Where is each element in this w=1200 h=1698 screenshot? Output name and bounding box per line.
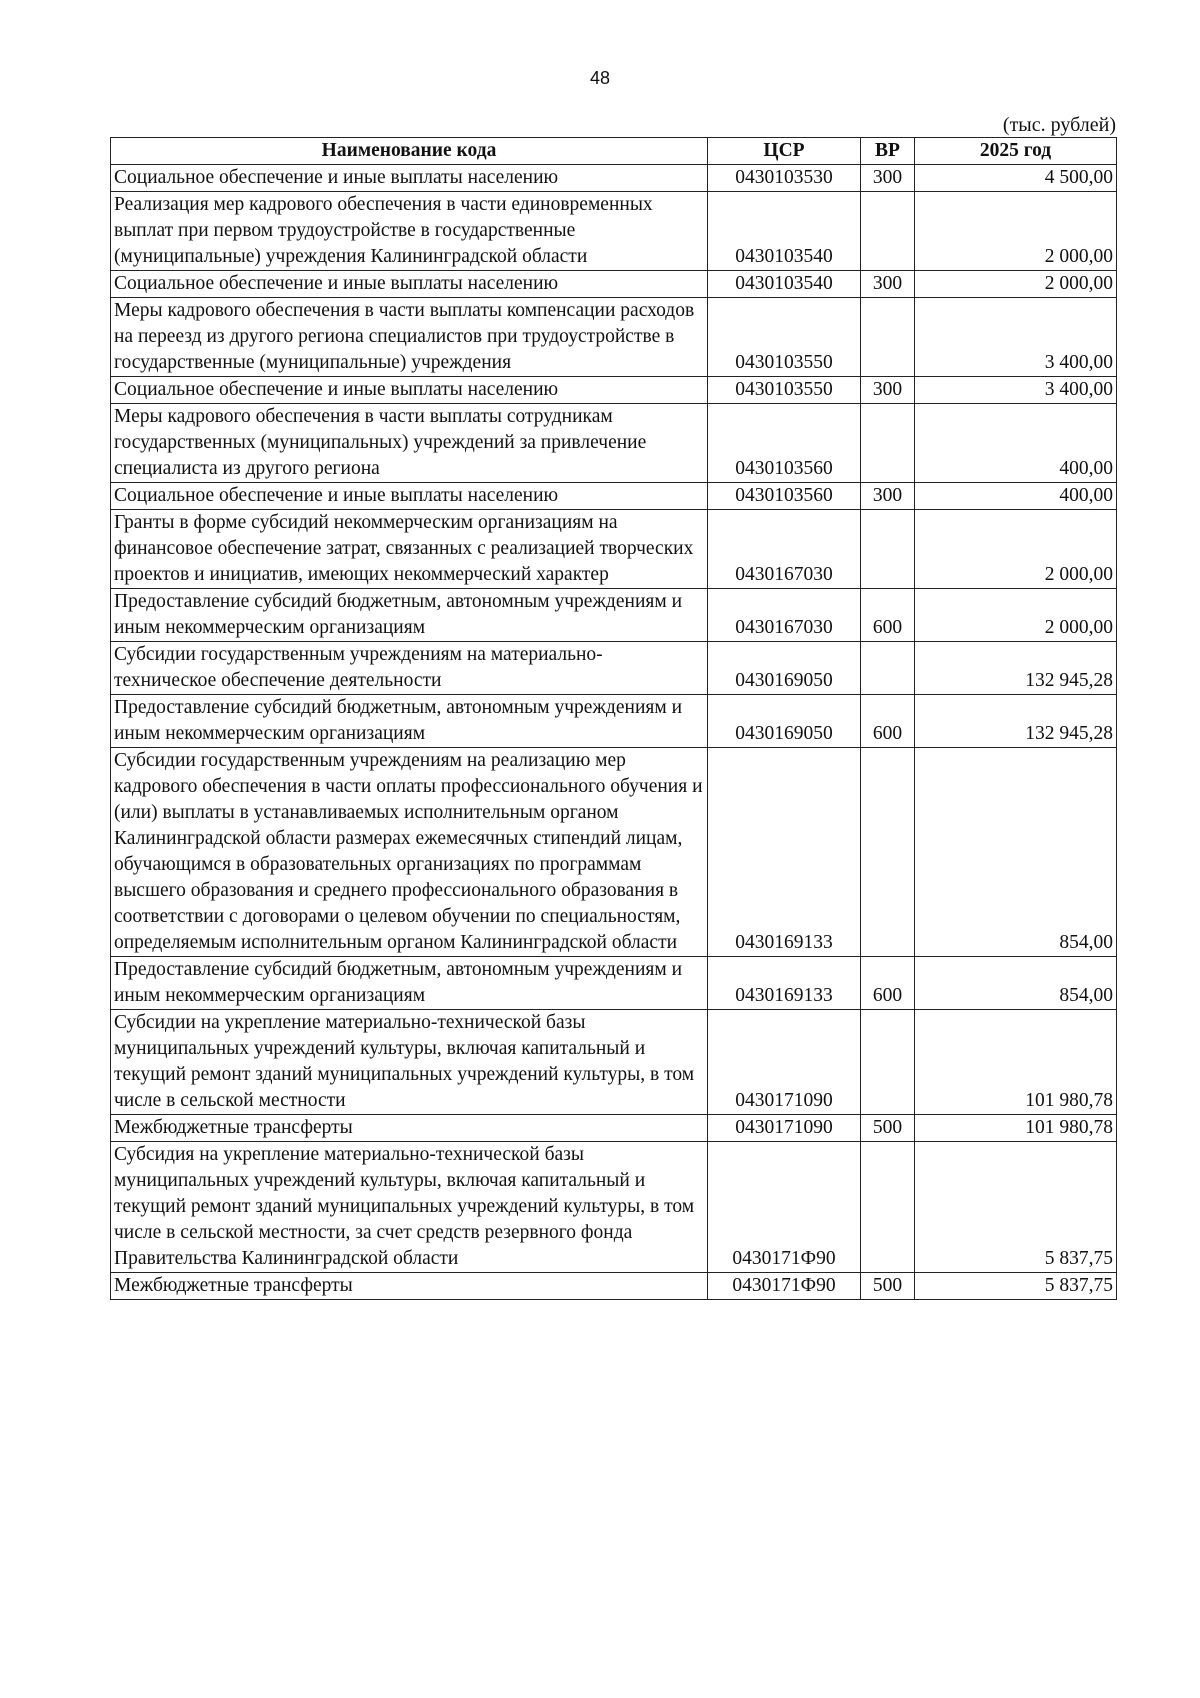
cell-csr: 0430169050: [708, 695, 861, 748]
table-row: [111, 589, 1117, 642]
cell-sum: 854,00: [915, 748, 1117, 957]
table-row: [111, 298, 1117, 377]
cell-vr: [861, 1010, 915, 1115]
cell-sum: 2 000,00: [915, 510, 1117, 589]
cell-vr: [861, 1142, 915, 1273]
cell-name: Межбюджетные трансферты: [111, 1273, 708, 1300]
table-row: [111, 165, 1117, 192]
cell-sum: 400,00: [915, 483, 1117, 510]
cell-csr: 0430103540: [708, 192, 861, 271]
table-row: [111, 404, 1117, 483]
table-row: [111, 483, 1117, 510]
cell-csr: 0430103550: [708, 377, 861, 404]
cell-name: Меры кадрового обеспечения в части выплаты компенсации расходов на переезд из другого региона специалистов при трудоустройстве в государственные (муниципальные) учреждения: [111, 298, 708, 377]
cell-csr: 0430103560: [708, 483, 861, 510]
cell-name: Предоставление субсидий бюджетным, автономным учреждениям и иным некоммерческим организациям: [111, 589, 708, 642]
cell-sum: 2 000,00: [915, 192, 1117, 271]
cell-name: Социальное обеспечение и иные выплаты населению: [111, 483, 708, 510]
cell-vr: 500: [861, 1273, 915, 1300]
cell-csr: 0430171090: [708, 1115, 861, 1142]
table-row: [111, 1115, 1117, 1142]
table-row: [111, 1142, 1117, 1273]
cell-sum: 101 980,78: [915, 1010, 1117, 1115]
cell-name: Субсидии государственным учреждениям на реализацию мер кадрового обеспечения в части оплаты профессионального обучения и (или) выплаты в устанавливаемых исполнительным органом Калининградской области размерах ежемесячных стипендий лицам, обучающимся в образовательных организациях по программам высшего образования и среднего профессионального образования в соответствии с договорами о целевом обучении по специальностям, определяемым исполнительным органом Калининградской области: [111, 748, 708, 957]
cell-vr: [861, 748, 915, 957]
cell-csr: 0430169133: [708, 748, 861, 957]
table-body: [111, 165, 1117, 1300]
cell-name: Реализация мер кадрового обеспечения в части единовременных выплат при первом трудоустройстве в государственные (муниципальные) учреждения Калининградской области: [111, 192, 708, 271]
cell-sum: 400,00: [915, 404, 1117, 483]
table-row: [111, 192, 1117, 271]
table-row: [111, 748, 1117, 957]
table-header: [111, 138, 1117, 165]
cell-name: Меры кадрового обеспечения в части выплаты сотрудникам государственных (муниципальных) учреждений за привлечение специалиста из другого региона: [111, 404, 708, 483]
cell-name: Субсидия на укрепление материально-технической базы муниципальных учреждений культуры, включая капитальный и текущий ремонт зданий муниципальных учреждений культуры, в том числе в сельской местности, за счет средств резервного фонда Правительства Калининградской области: [111, 1142, 708, 1273]
cell-vr: [861, 192, 915, 271]
cell-sum: 3 400,00: [915, 298, 1117, 377]
header-name: Наименование кода: [111, 138, 708, 165]
cell-vr: [861, 642, 915, 695]
cell-vr: [861, 510, 915, 589]
table-row: [111, 1273, 1117, 1300]
cell-csr: 0430103540: [708, 271, 861, 298]
cell-csr: 0430171090: [708, 1010, 861, 1115]
cell-name: Социальное обеспечение и иные выплаты населению: [111, 377, 708, 404]
cell-sum: 5 837,75: [915, 1142, 1117, 1273]
cell-vr: 500: [861, 1115, 915, 1142]
table-row: [111, 695, 1117, 748]
cell-vr: 600: [861, 695, 915, 748]
header-csr: ЦСР: [708, 138, 861, 165]
cell-vr: [861, 298, 915, 377]
cell-name: Предоставление субсидий бюджетным, автономным учреждениям и иным некоммерческим организациям: [111, 695, 708, 748]
cell-vr: 300: [861, 483, 915, 510]
cell-sum: 101 980,78: [915, 1115, 1117, 1142]
cell-csr: 0430167030: [708, 589, 861, 642]
cell-vr: 600: [861, 957, 915, 1010]
cell-sum: 2 000,00: [915, 271, 1117, 298]
cell-sum: 2 000,00: [915, 589, 1117, 642]
header-year: 2025 год: [915, 138, 1117, 165]
cell-sum: 854,00: [915, 957, 1117, 1010]
cell-csr: 0430169133: [708, 957, 861, 1010]
page-number: 48: [589, 68, 611, 88]
units-note: (тыс. рублей): [1002, 114, 1116, 136]
budget-table: [110, 137, 1117, 1300]
cell-vr: 300: [861, 271, 915, 298]
cell-name: Межбюджетные трансферты: [111, 1115, 708, 1142]
cell-sum: 5 837,75: [915, 1273, 1117, 1300]
cell-csr: 0430171Ф90: [708, 1273, 861, 1300]
table-row: [111, 957, 1117, 1010]
cell-vr: 300: [861, 165, 915, 192]
header-vr: ВР: [861, 138, 915, 165]
cell-sum: 132 945,28: [915, 695, 1117, 748]
cell-csr: 0430169050: [708, 642, 861, 695]
cell-csr: 0430171Ф90: [708, 1142, 861, 1273]
cell-name: Гранты в форме субсидий некоммерческим организациям на финансовое обеспечение затрат, связанных с реализацией творческих проектов и инициатив, имеющих некоммерческий характер: [111, 510, 708, 589]
cell-sum: 132 945,28: [915, 642, 1117, 695]
cell-name: Предоставление субсидий бюджетным, автономным учреждениям и иным некоммерческим организациям: [111, 957, 708, 1010]
cell-csr: 0430103560: [708, 404, 861, 483]
cell-sum: 3 400,00: [915, 377, 1117, 404]
cell-vr: [861, 404, 915, 483]
cell-vr: 600: [861, 589, 915, 642]
cell-vr: 300: [861, 377, 915, 404]
cell-name: Субсидии государственным учреждениям на материально-техническое обеспечение деятельности: [111, 642, 708, 695]
table-row: [111, 510, 1117, 589]
cell-name: Социальное обеспечение и иные выплаты населению: [111, 271, 708, 298]
cell-csr: 0430103530: [708, 165, 861, 192]
cell-sum: 4 500,00: [915, 165, 1117, 192]
header-row: [111, 138, 1117, 165]
cell-name: Социальное обеспечение и иные выплаты населению: [111, 165, 708, 192]
table-row: [111, 642, 1117, 695]
table-row: [111, 1010, 1117, 1115]
table-row: [111, 271, 1117, 298]
cell-name: Субсидии на укрепление материально-технической базы муниципальных учреждений культуры, включая капитальный и текущий ремонт зданий муниципальных учреждений культуры, в том числе в сельской местности: [111, 1010, 708, 1115]
table-row: [111, 377, 1117, 404]
cell-csr: 0430103550: [708, 298, 861, 377]
cell-csr: 0430167030: [708, 510, 861, 589]
